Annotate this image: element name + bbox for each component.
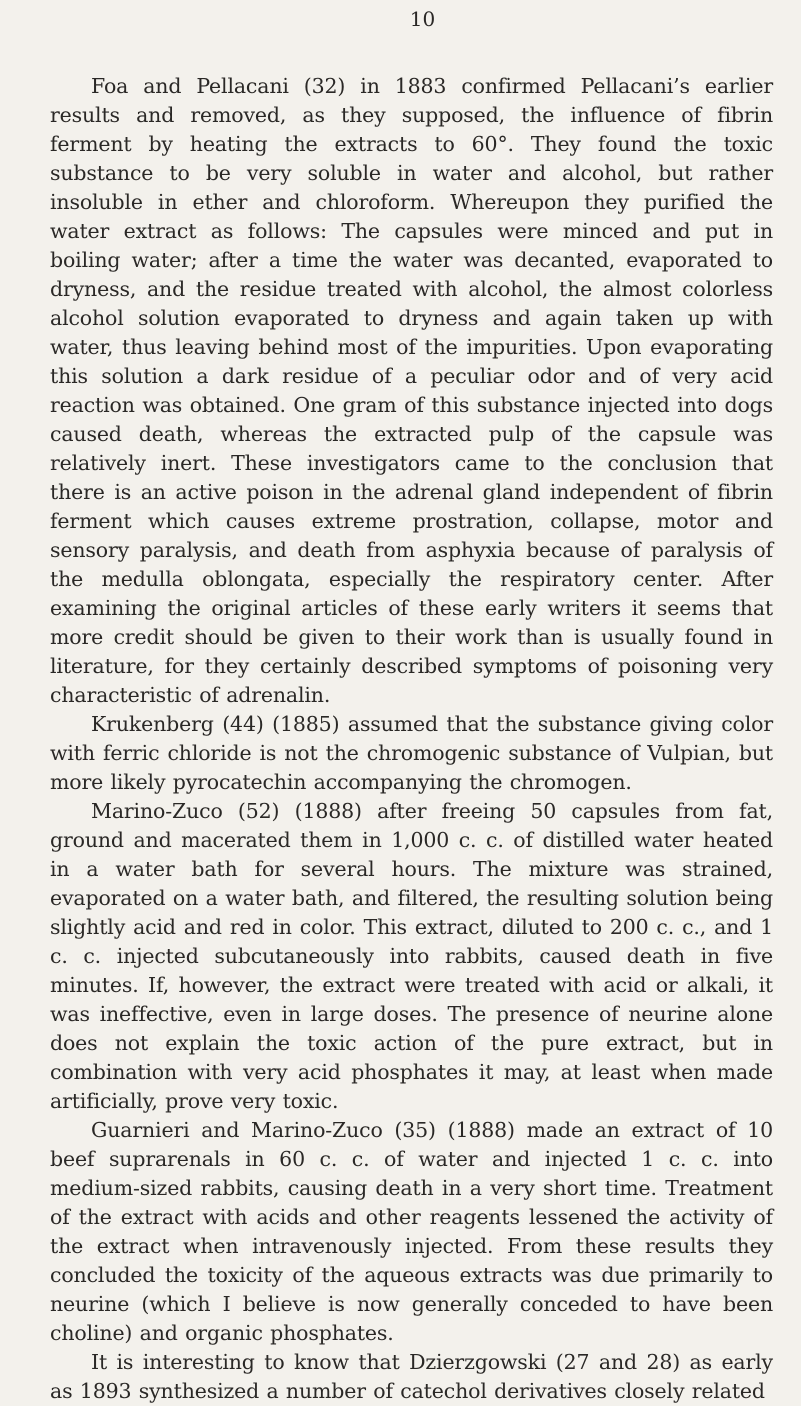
paragraph-dzierzgowski: It is interesting to know that Dzierzgowski (27 and 28) as early as 1893 synthesized a number of catechol derivatives closely related	[50, 1350, 773, 1403]
paragraph-foa-pellacani: Foa and Pellacani (32) in 1883 confirmed Pellacani’s earlier results and removed, as they supposed, the influence of fibrin ferment by heating the extracts to 60°. They found the toxic substance to be very soluble in water and alcohol, but rather insoluble in ether and chloroform. Whereupon they purified the water extract as follows: The capsules were minced and put in boiling water; after a time the water was decanted, evaporated to dryness, and the residue treated with alcohol, the almost colorless alcohol solution evaporated to dryness and again taken up with water, thus leaving behind most of the impurities. Upon evaporating this solution a dark residue of a peculiar odor and of very acid reaction was obtained. One gram of this substance injected into dogs caused death, whereas the extracted pulp of the capsule was relatively inert. These investigators came to the conclusion that there is an active poison in the adrenal gland independent of fibrin ferment which causes extreme prostration, collapse, motor and sensory paralysis, and death from asphyxia because of paralysis of the medulla oblongata, especially the respiratory center. After examining the original articles of these early writers it seems that more credit should be given to their work than is usually found in literature, for they certainly described symptoms of poisoning very characteristic of adrenalin.	[50, 74, 773, 707]
paragraph-marino-zuco: Marino-Zuco (52) (1888) after freeing 50 capsules from fat, ground and macerated them in 1,000 c. c. of distilled water heated in a water bath for several hours. The mixture was strained, evaporated on a water bath, and filtered, the resulting solution being slightly acid and red in color. This extract, diluted to 200 c. c., and 1 c. c. injected subcutaneously into rabbits, caused death in five minutes. If, however, the extract were treated with acid or alkali, it was ineffective, even in large doses. The presence of neurine alone does not explain the toxic action of the pure extract, but in combination with very acid phosphates it may, at least when made artificially, prove very toxic.	[50, 799, 773, 1113]
page-number: 10	[409, 7, 436, 31]
body-text	[50, 72, 773, 1406]
paragraph-krukenberg: Krukenberg (44) (1885) assumed that the substance giving color with ferric chloride is not the chromogenic substance of Vulpian, but more likely pyrocatechin accompanying the chromogen.	[50, 712, 773, 794]
paragraph-guarnieri: Guarnieri and Marino-Zuco (35) (1888) made an extract of 10 beef suprarenals in 60 c. c. of water and injected 1 c. c. into medium-sized rabbits, causing death in a very short time. Treatment of the extract with acids and other reagents lessened the activity of the extract when intravenously injected. From these results they concluded the toxicity of the aqueous extracts was due primarily to neurine (which I believe is now generally conceded to have been choline) and organic phosphates.	[50, 1118, 773, 1345]
